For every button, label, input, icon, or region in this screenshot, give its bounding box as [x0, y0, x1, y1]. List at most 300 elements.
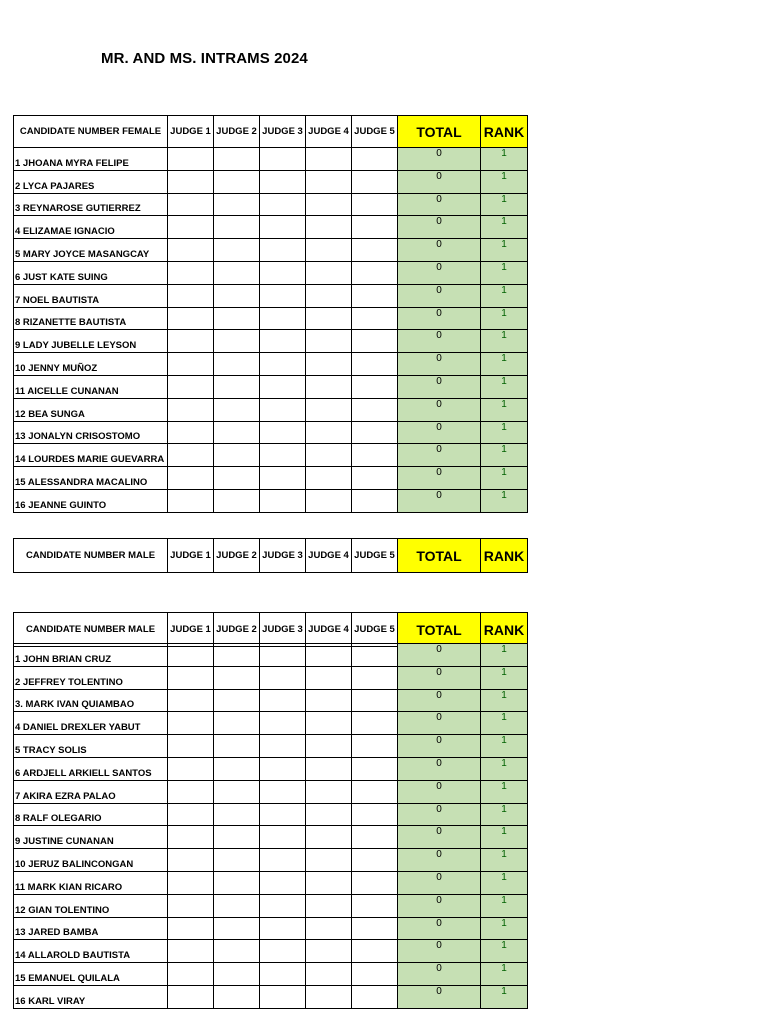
judge-5-score-cell[interactable]: [352, 871, 398, 894]
judge-4-score-cell[interactable]: [306, 353, 352, 376]
judge-2-score-cell[interactable]: [214, 216, 260, 239]
judge-3-score-cell[interactable]: [260, 780, 306, 803]
judge-4-score-cell[interactable]: [306, 375, 352, 398]
judge-2-score-cell[interactable]: [214, 803, 260, 826]
judge-4-score-cell[interactable]: [306, 284, 352, 307]
rank-cell: 1: [481, 803, 528, 826]
page-title: MR. AND MS. INTRAMS 2024: [101, 50, 308, 67]
judge-3-score-cell[interactable]: [260, 193, 306, 216]
judge-5-score-cell[interactable]: [352, 689, 398, 712]
judge-2-score-cell[interactable]: [214, 735, 260, 758]
total-cell: 0: [398, 757, 481, 780]
judge-2-score-cell[interactable]: [214, 421, 260, 444]
total-cell: 0: [398, 689, 481, 712]
judge-2-score-cell[interactable]: [214, 757, 260, 780]
judge-4-score-cell[interactable]: [306, 826, 352, 849]
header-judge-2: JUDGE 2: [214, 613, 260, 647]
candidate-name: 5 TRACY SOLIS: [14, 735, 168, 758]
judge-3-score-cell[interactable]: [260, 985, 306, 1008]
judge-2-score-cell[interactable]: [214, 849, 260, 872]
judge-2-score-cell[interactable]: [214, 284, 260, 307]
judge-4-score-cell[interactable]: [306, 940, 352, 963]
candidate-name: 8 RIZANETTE BAUTISTA: [14, 307, 168, 330]
rank-cell: 1: [481, 849, 528, 872]
judge-2-score-cell[interactable]: [214, 148, 260, 171]
header-candidate: CANDIDATE NUMBER MALE: [14, 539, 168, 573]
rank-cell: 1: [481, 170, 528, 193]
total-cell: 0: [398, 193, 481, 216]
judge-3-score-cell[interactable]: [260, 917, 306, 940]
judge-4-score-cell[interactable]: [306, 193, 352, 216]
judge-2-score-cell[interactable]: [214, 239, 260, 262]
male-header-fragment-bottom: [13, 621, 529, 644]
rank-cell: 1: [481, 780, 528, 803]
table-row: [14, 666, 528, 689]
candidate-name: 14 ALLAROLD BAUTISTA: [14, 940, 168, 963]
judge-1-score-cell[interactable]: [168, 239, 214, 262]
judge-2-score-cell[interactable]: [214, 489, 260, 512]
judge-3-score-cell[interactable]: [260, 284, 306, 307]
judge-1-score-cell[interactable]: [168, 193, 214, 216]
candidate-name: 13 JONALYN CRISOSTOMO: [14, 421, 168, 444]
header-judge-1: JUDGE 1: [168, 613, 214, 647]
judge-4-score-cell[interactable]: [306, 444, 352, 467]
header-candidate: CANDIDATE NUMBER FEMALE: [14, 116, 168, 148]
judge-3-score-cell[interactable]: [260, 170, 306, 193]
judge-2-score-cell[interactable]: [214, 666, 260, 689]
judge-5-score-cell[interactable]: [352, 735, 398, 758]
judge-3-score-cell[interactable]: [260, 803, 306, 826]
judge-3-score-cell[interactable]: [260, 467, 306, 490]
header-rank: RANK: [481, 613, 528, 647]
table-row: [14, 780, 528, 803]
header-rank: RANK: [481, 539, 528, 573]
judge-3-score-cell[interactable]: [260, 375, 306, 398]
judge-4-score-cell[interactable]: [306, 666, 352, 689]
total-cell: 0: [398, 444, 481, 467]
judge-2-score-cell[interactable]: [214, 917, 260, 940]
rank-cell: 1: [481, 940, 528, 963]
judge-1-score-cell[interactable]: [168, 985, 214, 1008]
total-cell: 0: [398, 780, 481, 803]
judge-3-score-cell[interactable]: [260, 826, 306, 849]
judge-1-score-cell[interactable]: [168, 666, 214, 689]
judge-4-score-cell[interactable]: [306, 735, 352, 758]
rank-cell: 1: [481, 826, 528, 849]
rank-cell: 1: [481, 467, 528, 490]
total-cell: 0: [398, 467, 481, 490]
candidate-name: 4 DANIEL DREXLER YABUT: [14, 712, 168, 735]
table-row: [14, 644, 528, 667]
judge-1-score-cell[interactable]: [168, 963, 214, 986]
table-row: [14, 826, 528, 849]
table-row: [14, 489, 528, 512]
judge-5-score-cell[interactable]: [352, 917, 398, 940]
judge-4-score-cell[interactable]: [306, 894, 352, 917]
judge-5-score-cell[interactable]: [352, 489, 398, 512]
header-judge-2: JUDGE 2: [214, 539, 260, 573]
table-row: [14, 757, 528, 780]
judge-2-score-cell[interactable]: [214, 689, 260, 712]
rank-cell: 1: [481, 894, 528, 917]
judge-5-score-cell[interactable]: [352, 666, 398, 689]
candidate-name: 9 JUSTINE CUNANAN: [14, 826, 168, 849]
judge-5-score-cell[interactable]: [352, 780, 398, 803]
candidate-name: 7 NOEL BAUTISTA: [14, 284, 168, 307]
judge-2-score-cell[interactable]: [214, 330, 260, 353]
judge-3-score-cell[interactable]: [260, 849, 306, 872]
judge-4-score-cell[interactable]: [306, 689, 352, 712]
judge-2-score-cell[interactable]: [214, 894, 260, 917]
judge-4-score-cell[interactable]: [306, 963, 352, 986]
judge-1-score-cell[interactable]: [168, 803, 214, 826]
judge-3-score-cell[interactable]: [260, 239, 306, 262]
judge-1-score-cell[interactable]: [168, 871, 214, 894]
header-judge-3: JUDGE 3: [260, 613, 306, 647]
judge-1-score-cell[interactable]: [168, 467, 214, 490]
table-row: [14, 307, 528, 330]
candidate-name: 3. MARK IVAN QUIAMBAO: [14, 689, 168, 712]
judge-3-score-cell[interactable]: [260, 757, 306, 780]
judge-1-score-cell[interactable]: [168, 216, 214, 239]
judge-5-score-cell[interactable]: [352, 330, 398, 353]
judge-1-score-cell[interactable]: [168, 689, 214, 712]
table-row: [14, 239, 528, 262]
judge-2-score-cell[interactable]: [214, 398, 260, 421]
header-judge-1: JUDGE 1: [168, 116, 214, 148]
rank-cell: 1: [481, 735, 528, 758]
judge-1-score-cell[interactable]: [168, 444, 214, 467]
candidate-name: 4 ELIZAMAE IGNACIO: [14, 216, 168, 239]
rank-cell: 1: [481, 985, 528, 1008]
judge-4-score-cell[interactable]: [306, 307, 352, 330]
header-judge-3: JUDGE 3: [260, 539, 306, 573]
judge-4-score-cell[interactable]: [306, 421, 352, 444]
judge-2-score-cell[interactable]: [214, 871, 260, 894]
judge-5-score-cell[interactable]: [352, 803, 398, 826]
judge-1-score-cell[interactable]: [168, 421, 214, 444]
candidate-name: 16 KARL VIRAY: [14, 985, 168, 1008]
judge-3-score-cell[interactable]: [260, 871, 306, 894]
table-row: [14, 444, 528, 467]
judge-1-score-cell[interactable]: [168, 735, 214, 758]
judge-4-score-cell[interactable]: [306, 917, 352, 940]
candidate-name: 11 MARK KIAN RICARO: [14, 871, 168, 894]
candidate-name: 6 ARDJELL ARKIELL SANTOS: [14, 757, 168, 780]
total-cell: 0: [398, 284, 481, 307]
judge-1-score-cell[interactable]: [168, 849, 214, 872]
table-row: [14, 849, 528, 872]
judge-5-score-cell[interactable]: [352, 644, 398, 667]
judge-1-score-cell[interactable]: [168, 644, 214, 667]
total-cell: 0: [398, 871, 481, 894]
candidate-name: 1 JOHN BRIAN CRUZ: [14, 644, 168, 667]
judge-2-score-cell[interactable]: [214, 170, 260, 193]
judge-4-score-cell[interactable]: [306, 261, 352, 284]
candidate-name: 7 AKIRA EZRA PALAO: [14, 780, 168, 803]
judge-2-score-cell[interactable]: [214, 780, 260, 803]
judge-2-score-cell[interactable]: [214, 375, 260, 398]
judge-3-score-cell[interactable]: [260, 489, 306, 512]
total-cell: 0: [398, 940, 481, 963]
candidate-name: 12 GIAN TOLENTINO: [14, 894, 168, 917]
judge-2-score-cell[interactable]: [214, 353, 260, 376]
table-row: [14, 398, 528, 421]
judge-5-score-cell[interactable]: [352, 894, 398, 917]
judge-5-score-cell[interactable]: [352, 712, 398, 735]
judge-1-score-cell[interactable]: [168, 757, 214, 780]
judge-3-score-cell[interactable]: [260, 644, 306, 667]
judge-4-score-cell[interactable]: [306, 780, 352, 803]
judge-2-score-cell[interactable]: [214, 307, 260, 330]
judge-1-score-cell[interactable]: [168, 375, 214, 398]
judge-2-score-cell[interactable]: [214, 444, 260, 467]
header-total: TOTAL: [398, 539, 481, 573]
judge-2-score-cell[interactable]: [214, 712, 260, 735]
judge-4-score-cell[interactable]: [306, 849, 352, 872]
rank-cell: 1: [481, 398, 528, 421]
candidate-name: 2 LYCA PAJARES: [14, 170, 168, 193]
judge-1-score-cell[interactable]: [168, 712, 214, 735]
header-judge-5: JUDGE 5: [352, 613, 398, 647]
rank-cell: 1: [481, 489, 528, 512]
table-row: [14, 353, 528, 376]
judge-4-score-cell[interactable]: [306, 757, 352, 780]
judge-1-score-cell[interactable]: [168, 780, 214, 803]
judge-5-score-cell[interactable]: [352, 170, 398, 193]
judge-3-score-cell[interactable]: [260, 330, 306, 353]
table-row: [14, 803, 528, 826]
judge-3-score-cell[interactable]: [260, 307, 306, 330]
rank-cell: 1: [481, 261, 528, 284]
rank-cell: 1: [481, 444, 528, 467]
rank-cell: 1: [481, 307, 528, 330]
judge-2-score-cell[interactable]: [214, 940, 260, 963]
total-cell: 0: [398, 375, 481, 398]
total-cell: 0: [398, 963, 481, 986]
table-row: [14, 735, 528, 758]
rank-cell: 1: [481, 193, 528, 216]
judge-2-score-cell[interactable]: [214, 467, 260, 490]
judge-3-score-cell[interactable]: [260, 666, 306, 689]
table-row: [14, 963, 528, 986]
judge-3-score-cell[interactable]: [260, 689, 306, 712]
judge-4-score-cell[interactable]: [306, 148, 352, 171]
judge-4-score-cell[interactable]: [306, 239, 352, 262]
header-judge-4: JUDGE 4: [306, 116, 352, 148]
judge-1-score-cell[interactable]: [168, 940, 214, 963]
header-judge-4: JUDGE 4: [306, 613, 352, 647]
table-row: [14, 940, 528, 963]
total-cell: 0: [398, 398, 481, 421]
judge-5-score-cell[interactable]: [352, 444, 398, 467]
candidate-name: 13 JARED BAMBA: [14, 917, 168, 940]
total-cell: 0: [398, 307, 481, 330]
judge-5-score-cell[interactable]: [352, 375, 398, 398]
total-cell: 0: [398, 353, 481, 376]
rank-cell: 1: [481, 689, 528, 712]
rank-cell: 1: [481, 216, 528, 239]
judge-3-score-cell[interactable]: [260, 444, 306, 467]
total-cell: 0: [398, 489, 481, 512]
judge-1-score-cell[interactable]: [168, 489, 214, 512]
judge-2-score-cell[interactable]: [214, 963, 260, 986]
judge-1-score-cell[interactable]: [168, 330, 214, 353]
judge-5-score-cell[interactable]: [352, 193, 398, 216]
judge-4-score-cell[interactable]: [306, 712, 352, 735]
judge-1-score-cell[interactable]: [168, 894, 214, 917]
judge-4-score-cell[interactable]: [306, 330, 352, 353]
rank-cell: 1: [481, 375, 528, 398]
judge-5-score-cell[interactable]: [352, 307, 398, 330]
table-row: [14, 170, 528, 193]
judge-3-score-cell[interactable]: [260, 712, 306, 735]
table-row: [14, 193, 528, 216]
rank-cell: 1: [481, 871, 528, 894]
judge-2-score-cell[interactable]: [214, 985, 260, 1008]
judge-3-score-cell[interactable]: [260, 261, 306, 284]
judge-5-score-cell[interactable]: [352, 940, 398, 963]
rank-cell: 1: [481, 284, 528, 307]
judge-4-score-cell[interactable]: [306, 467, 352, 490]
candidate-name: 10 JERUZ BALINCONGAN: [14, 849, 168, 872]
candidate-name: 10 JENNY MUÑOZ: [14, 353, 168, 376]
rank-cell: 1: [481, 917, 528, 940]
table-row: [14, 375, 528, 398]
candidate-name: 9 LADY JUBELLE LEYSON: [14, 330, 168, 353]
table-row: [14, 871, 528, 894]
judge-2-score-cell[interactable]: [214, 826, 260, 849]
judge-4-score-cell[interactable]: [306, 489, 352, 512]
judge-1-score-cell[interactable]: [168, 148, 214, 171]
judge-5-score-cell[interactable]: [352, 398, 398, 421]
judge-3-score-cell[interactable]: [260, 148, 306, 171]
total-cell: 0: [398, 644, 481, 667]
judge-3-score-cell[interactable]: [260, 963, 306, 986]
judge-3-score-cell[interactable]: [260, 735, 306, 758]
judge-1-score-cell[interactable]: [168, 353, 214, 376]
male-header-fragment-top: [13, 538, 529, 564]
male-score-table: [13, 643, 528, 1009]
header-judge-2: JUDGE 2: [214, 116, 260, 148]
judge-5-score-cell[interactable]: [352, 826, 398, 849]
header-total: TOTAL: [398, 613, 481, 647]
header-judge-5: JUDGE 5: [352, 539, 398, 573]
judge-2-score-cell[interactable]: [214, 261, 260, 284]
judge-1-score-cell[interactable]: [168, 307, 214, 330]
rank-cell: 1: [481, 757, 528, 780]
header-rank: RANK: [481, 116, 528, 148]
judge-5-score-cell[interactable]: [352, 985, 398, 1008]
rank-cell: 1: [481, 644, 528, 667]
total-cell: 0: [398, 985, 481, 1008]
candidate-name: 14 LOURDES MARIE GUEVARRA: [14, 444, 168, 467]
judge-3-score-cell[interactable]: [260, 940, 306, 963]
judge-5-score-cell[interactable]: [352, 849, 398, 872]
judge-4-score-cell[interactable]: [306, 985, 352, 1008]
candidate-name: 15 EMANUEL QUILALA: [14, 963, 168, 986]
table-row: [14, 216, 528, 239]
table-row: [14, 689, 528, 712]
candidate-name: 6 JUST KATE SUING: [14, 261, 168, 284]
judge-5-score-cell[interactable]: [352, 353, 398, 376]
judge-5-score-cell[interactable]: [352, 261, 398, 284]
table-header-row: [14, 116, 528, 148]
table-row: [14, 421, 528, 444]
candidate-name: 16 JEANNE GUINTO: [14, 489, 168, 512]
header-judge-1: JUDGE 1: [168, 539, 214, 573]
judge-4-score-cell[interactable]: [306, 871, 352, 894]
rank-cell: 1: [481, 239, 528, 262]
judge-2-score-cell[interactable]: [214, 644, 260, 667]
judge-1-score-cell[interactable]: [168, 170, 214, 193]
judge-5-score-cell[interactable]: [352, 148, 398, 171]
judge-5-score-cell[interactable]: [352, 467, 398, 490]
judge-1-score-cell[interactable]: [168, 917, 214, 940]
judge-3-score-cell[interactable]: [260, 421, 306, 444]
table-row: [14, 894, 528, 917]
table-row: [14, 467, 528, 490]
header-judge-4: JUDGE 4: [306, 539, 352, 573]
total-cell: 0: [398, 803, 481, 826]
judge-4-score-cell[interactable]: [306, 216, 352, 239]
table-row: [14, 261, 528, 284]
total-cell: 0: [398, 170, 481, 193]
judge-4-score-cell[interactable]: [306, 170, 352, 193]
judge-5-score-cell[interactable]: [352, 963, 398, 986]
judge-5-score-cell[interactable]: [352, 239, 398, 262]
judge-1-score-cell[interactable]: [168, 826, 214, 849]
table-row: [14, 985, 528, 1008]
judge-1-score-cell[interactable]: [168, 261, 214, 284]
judge-2-score-cell[interactable]: [214, 193, 260, 216]
judge-3-score-cell[interactable]: [260, 216, 306, 239]
judge-1-score-cell[interactable]: [168, 284, 214, 307]
judge-1-score-cell[interactable]: [168, 398, 214, 421]
judge-3-score-cell[interactable]: [260, 353, 306, 376]
candidate-name: 8 RALF OLEGARIO: [14, 803, 168, 826]
judge-5-score-cell[interactable]: [352, 284, 398, 307]
candidate-name: 2 JEFFREY TOLENTINO: [14, 666, 168, 689]
total-cell: 0: [398, 735, 481, 758]
rank-cell: 1: [481, 666, 528, 689]
rank-cell: 1: [481, 148, 528, 171]
judge-4-score-cell[interactable]: [306, 644, 352, 667]
header-candidate: CANDIDATE NUMBER MALE: [14, 613, 168, 647]
total-cell: 0: [398, 261, 481, 284]
header-judge-3: JUDGE 3: [260, 116, 306, 148]
judge-5-score-cell[interactable]: [352, 216, 398, 239]
female-score-table: [13, 115, 528, 513]
rank-cell: 1: [481, 712, 528, 735]
candidate-name: 12 BEA SUNGA: [14, 398, 168, 421]
judge-5-score-cell[interactable]: [352, 421, 398, 444]
total-cell: 0: [398, 421, 481, 444]
header-judge-5: JUDGE 5: [352, 116, 398, 148]
judge-4-score-cell[interactable]: [306, 398, 352, 421]
header-total: TOTAL: [398, 116, 481, 148]
rank-cell: 1: [481, 421, 528, 444]
judge-5-score-cell[interactable]: [352, 757, 398, 780]
table-row: [14, 330, 528, 353]
table-row: [14, 712, 528, 735]
judge-4-score-cell[interactable]: [306, 803, 352, 826]
judge-3-score-cell[interactable]: [260, 398, 306, 421]
table-row: [14, 148, 528, 171]
judge-3-score-cell[interactable]: [260, 894, 306, 917]
total-cell: 0: [398, 148, 481, 171]
candidate-name: 3 REYNAROSE GUTIERREZ: [14, 193, 168, 216]
